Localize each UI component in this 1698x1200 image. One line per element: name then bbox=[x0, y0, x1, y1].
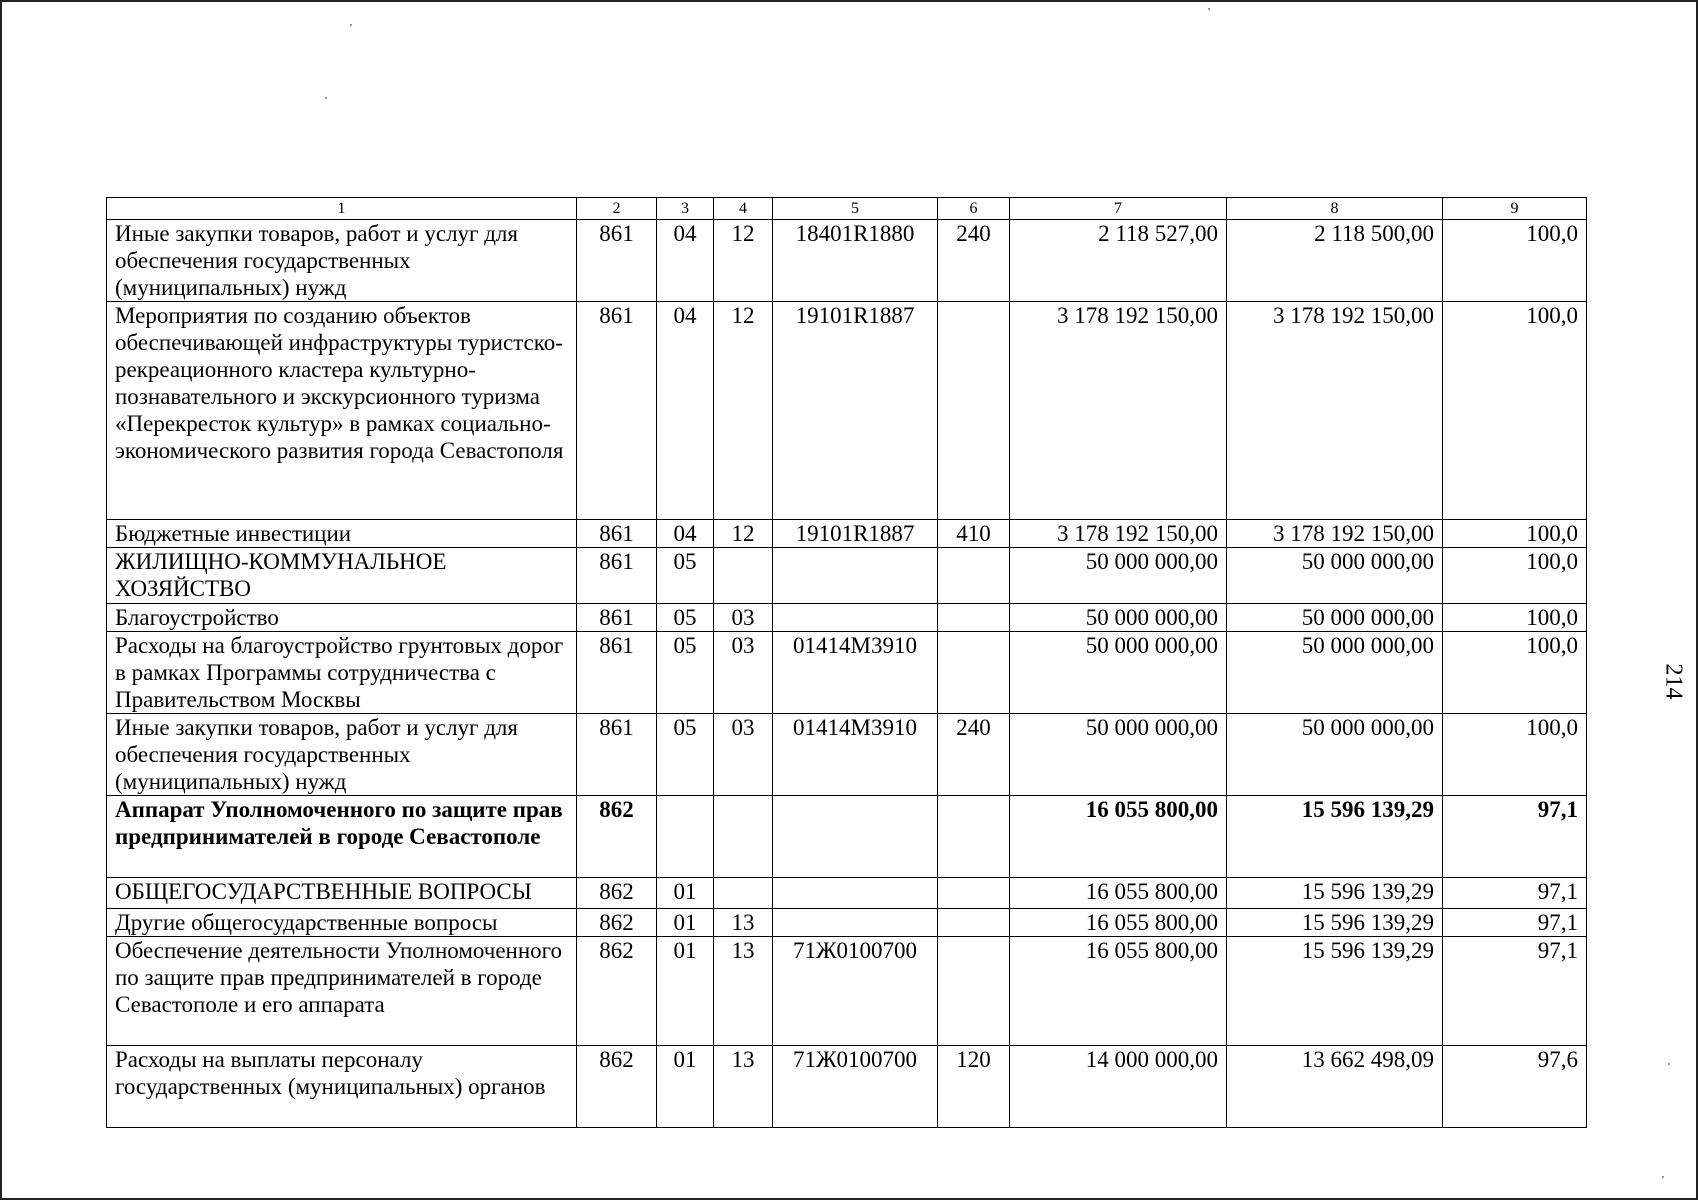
row-percent: 100,0 bbox=[1443, 520, 1587, 548]
table-row bbox=[107, 632, 1587, 714]
table-row bbox=[107, 520, 1587, 548]
header-col-3: 3 bbox=[657, 198, 714, 220]
table-row bbox=[107, 714, 1587, 796]
row-target-item bbox=[773, 796, 938, 878]
table-row bbox=[107, 937, 1587, 1046]
row-admin-code: 861 bbox=[577, 302, 657, 520]
row-expense-type: 240 bbox=[938, 220, 1010, 302]
row-percent: 100,0 bbox=[1443, 548, 1587, 604]
row-target-item bbox=[773, 548, 938, 604]
row-subsection: 12 bbox=[714, 302, 773, 520]
table-row bbox=[107, 878, 1587, 909]
row-admin-code: 861 bbox=[577, 520, 657, 548]
row-executed: 15 596 139,29 bbox=[1227, 878, 1443, 909]
row-planned: 50 000 000,00 bbox=[1010, 604, 1227, 632]
row-section: 01 bbox=[657, 878, 714, 909]
row-subsection: 13 bbox=[714, 909, 773, 937]
row-expense-type bbox=[938, 937, 1010, 1046]
row-section: 01 bbox=[657, 937, 714, 1046]
row-planned: 16 055 800,00 bbox=[1010, 937, 1227, 1046]
row-admin-code: 861 bbox=[577, 632, 657, 714]
row-planned: 14 000 000,00 bbox=[1010, 1046, 1227, 1128]
row-subsection bbox=[714, 548, 773, 604]
row-admin-code: 862 bbox=[577, 1046, 657, 1128]
row-target-item: 71Ж0100700 bbox=[773, 937, 938, 1046]
table-header-row bbox=[107, 198, 1587, 220]
row-name: Бюджетные инвестиции bbox=[107, 520, 577, 548]
scan-speck bbox=[325, 97, 327, 99]
scan-speck bbox=[350, 24, 352, 26]
row-subsection bbox=[714, 878, 773, 909]
row-percent: 97,1 bbox=[1443, 878, 1587, 909]
row-subsection bbox=[714, 796, 773, 878]
row-section: 01 bbox=[657, 1046, 714, 1128]
table-row bbox=[107, 220, 1587, 302]
row-planned: 3 178 192 150,00 bbox=[1010, 520, 1227, 548]
row-executed: 50 000 000,00 bbox=[1227, 714, 1443, 796]
table-row bbox=[107, 548, 1587, 604]
row-target-item: 01414М3910 bbox=[773, 632, 938, 714]
table-row bbox=[107, 909, 1587, 937]
row-executed: 50 000 000,00 bbox=[1227, 632, 1443, 714]
row-admin-code: 861 bbox=[577, 220, 657, 302]
row-section: 05 bbox=[657, 548, 714, 604]
row-expense-type bbox=[938, 302, 1010, 520]
header-col-7: 7 bbox=[1010, 198, 1227, 220]
row-planned: 16 055 800,00 bbox=[1010, 878, 1227, 909]
row-percent: 100,0 bbox=[1443, 220, 1587, 302]
row-subsection: 12 bbox=[714, 220, 773, 302]
row-executed: 50 000 000,00 bbox=[1227, 548, 1443, 604]
table-row bbox=[107, 796, 1587, 878]
row-executed: 50 000 000,00 bbox=[1227, 604, 1443, 632]
row-name: Другие общегосударственные вопросы bbox=[107, 909, 577, 937]
row-expense-type bbox=[938, 632, 1010, 714]
row-expense-type bbox=[938, 604, 1010, 632]
row-planned: 3 178 192 150,00 bbox=[1010, 302, 1227, 520]
row-admin-code: 862 bbox=[577, 878, 657, 909]
row-planned: 50 000 000,00 bbox=[1010, 714, 1227, 796]
row-executed: 15 596 139,29 bbox=[1227, 796, 1443, 878]
row-percent: 97,1 bbox=[1443, 909, 1587, 937]
row-section: 01 bbox=[657, 909, 714, 937]
row-subsection: 03 bbox=[714, 632, 773, 714]
row-target-item: 19101R1887 bbox=[773, 302, 938, 520]
row-percent: 97,1 bbox=[1443, 796, 1587, 878]
row-section: 05 bbox=[657, 714, 714, 796]
row-executed: 3 178 192 150,00 bbox=[1227, 520, 1443, 548]
row-target-item: 71Ж0100700 bbox=[773, 1046, 938, 1128]
header-col-2: 2 bbox=[577, 198, 657, 220]
row-subsection: 03 bbox=[714, 714, 773, 796]
row-name: ЖИЛИЩНО-КОММУНАЛЬНОЕ ХОЗЯЙСТВО bbox=[107, 548, 577, 604]
row-target-item bbox=[773, 604, 938, 632]
row-admin-code: 862 bbox=[577, 909, 657, 937]
row-percent: 100,0 bbox=[1443, 604, 1587, 632]
row-percent: 100,0 bbox=[1443, 714, 1587, 796]
header-col-9: 9 bbox=[1443, 198, 1587, 220]
row-executed: 15 596 139,29 bbox=[1227, 937, 1443, 1046]
row-subsection: 12 bbox=[714, 520, 773, 548]
row-planned: 16 055 800,00 bbox=[1010, 796, 1227, 878]
table-row bbox=[107, 302, 1587, 520]
scan-speck bbox=[1208, 8, 1210, 10]
row-planned: 50 000 000,00 bbox=[1010, 632, 1227, 714]
row-planned: 2 118 527,00 bbox=[1010, 220, 1227, 302]
row-target-item: 18401R1880 bbox=[773, 220, 938, 302]
header-col-1: 1 bbox=[107, 198, 577, 220]
row-admin-code: 861 bbox=[577, 548, 657, 604]
row-expense-type: 120 bbox=[938, 1046, 1010, 1128]
row-expense-type bbox=[938, 548, 1010, 604]
row-percent: 100,0 bbox=[1443, 302, 1587, 520]
row-expense-type: 240 bbox=[938, 714, 1010, 796]
row-percent: 97,1 bbox=[1443, 937, 1587, 1046]
row-target-item bbox=[773, 909, 938, 937]
row-percent: 97,6 bbox=[1443, 1046, 1587, 1128]
row-name: Мероприятия по созданию объектов обеспечивающей инфраструктуры туристско-рекреационного кластера культурно-познавательного и экскурсионного туризма «Перекресток культур» в рамках социально-экономического развития города Севастополя bbox=[107, 302, 577, 520]
header-col-5: 5 bbox=[773, 198, 938, 220]
row-name: ОБЩЕГОСУДАРСТВЕННЫЕ ВОПРОСЫ bbox=[107, 878, 577, 909]
row-section: 04 bbox=[657, 520, 714, 548]
row-percent: 100,0 bbox=[1443, 632, 1587, 714]
header-col-8: 8 bbox=[1227, 198, 1443, 220]
row-name: Расходы на благоустройство грунтовых дорог в рамках Программы сотрудничества с Правительством Москвы bbox=[107, 632, 577, 714]
row-planned: 50 000 000,00 bbox=[1010, 548, 1227, 604]
row-section: 04 bbox=[657, 220, 714, 302]
row-target-item: 19101R1887 bbox=[773, 520, 938, 548]
row-name: Иные закупки товаров, работ и услуг для обеспечения государственных (муниципальных) нужд bbox=[107, 714, 577, 796]
row-executed: 2 118 500,00 bbox=[1227, 220, 1443, 302]
scan-speck bbox=[1662, 1176, 1664, 1178]
table-body bbox=[107, 220, 1587, 1128]
row-section: 05 bbox=[657, 632, 714, 714]
row-admin-code: 862 bbox=[577, 937, 657, 1046]
row-subsection: 13 bbox=[714, 1046, 773, 1128]
row-admin-code: 861 bbox=[577, 714, 657, 796]
row-name: Обеспечение деятельности Уполномоченного по защите прав предпринимателей в городе Севастополе и его аппарата bbox=[107, 937, 577, 1046]
row-expense-type bbox=[938, 878, 1010, 909]
header-col-6: 6 bbox=[938, 198, 1010, 220]
row-section: 04 bbox=[657, 302, 714, 520]
row-target-item bbox=[773, 878, 938, 909]
row-executed: 13 662 498,09 bbox=[1227, 1046, 1443, 1128]
row-name: Аппарат Уполномоченного по защите прав предпринимателей в городе Севастополе bbox=[107, 796, 577, 878]
table-row bbox=[107, 604, 1587, 632]
row-expense-type bbox=[938, 796, 1010, 878]
row-admin-code: 861 bbox=[577, 604, 657, 632]
row-executed: 3 178 192 150,00 bbox=[1227, 302, 1443, 520]
page-number: 214 bbox=[1660, 663, 1687, 700]
row-expense-type: 410 bbox=[938, 520, 1010, 548]
row-section: 05 bbox=[657, 604, 714, 632]
row-target-item: 01414М3910 bbox=[773, 714, 938, 796]
row-expense-type bbox=[938, 909, 1010, 937]
table-row bbox=[107, 1046, 1587, 1128]
row-section bbox=[657, 796, 714, 878]
row-name: Расходы на выплаты персоналу государственных (муниципальных) органов bbox=[107, 1046, 577, 1128]
header-col-4: 4 bbox=[714, 198, 773, 220]
row-name: Иные закупки товаров, работ и услуг для обеспечения государственных (муниципальных) нужд bbox=[107, 220, 577, 302]
row-executed: 15 596 139,29 bbox=[1227, 909, 1443, 937]
row-planned: 16 055 800,00 bbox=[1010, 909, 1227, 937]
row-name: Благоустройство bbox=[107, 604, 577, 632]
row-admin-code: 862 bbox=[577, 796, 657, 878]
row-subsection: 13 bbox=[714, 937, 773, 1046]
scan-speck bbox=[1668, 1063, 1670, 1065]
row-subsection: 03 bbox=[714, 604, 773, 632]
budget-table bbox=[106, 197, 1587, 1128]
